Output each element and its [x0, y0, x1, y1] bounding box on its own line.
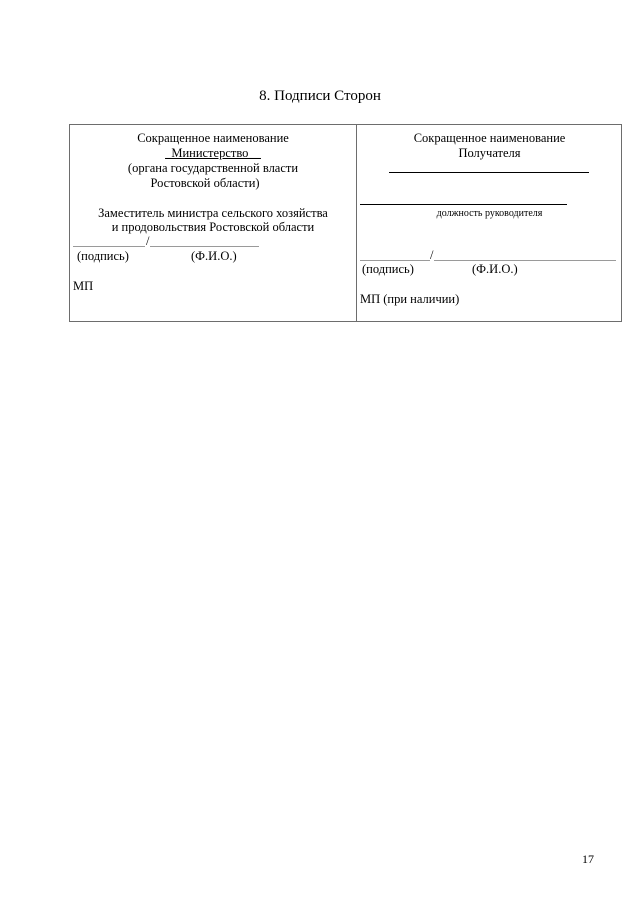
recipient-fio-line	[434, 260, 616, 261]
ministry-note-line1: (органа государственной власти	[127, 161, 299, 175]
recipient-signature-cell	[357, 125, 622, 321]
recipient-stamp-label: МП (при наличии)	[360, 292, 460, 306]
ministry-official-title-line1: Заместитель министра сельского хозяйства	[98, 206, 328, 220]
ministry-stamp-label: МП	[73, 279, 94, 293]
signatures-table	[69, 124, 622, 322]
ministry-note-line2: Ростовской области)	[150, 176, 260, 190]
ministry-fio-caption: (Ф.И.О.)	[191, 249, 237, 263]
recipient-fio-caption: (Ф.И.О.)	[472, 262, 518, 276]
page-number: 17	[582, 852, 594, 866]
recipient-position-line	[360, 204, 567, 205]
ministry-signature-cell	[70, 125, 356, 321]
recipient-name-line	[389, 172, 589, 173]
ministry-heading: Сокращенное наименование	[137, 131, 289, 145]
ministry-official-title-line2: и продовольствия Ростовской области	[111, 220, 315, 234]
recipient-signature-line	[360, 260, 430, 261]
ministry-signature-caption: (подпись)	[77, 249, 129, 263]
recipient-heading: Сокращенное наименование	[413, 131, 566, 145]
ministry-signature-separator: /	[146, 234, 150, 248]
recipient-signature-caption: (подпись)	[362, 262, 414, 276]
page-title: 8. Подписи Сторон	[259, 88, 381, 104]
recipient-position-caption: должность руководителя	[436, 208, 543, 219]
ministry-name: _Министерство__	[165, 146, 261, 160]
recipient-signature-separator: /	[430, 248, 434, 262]
recipient-label: Получателя	[458, 146, 521, 160]
ministry-signature-line	[73, 246, 145, 247]
ministry-fio-line	[150, 246, 259, 247]
